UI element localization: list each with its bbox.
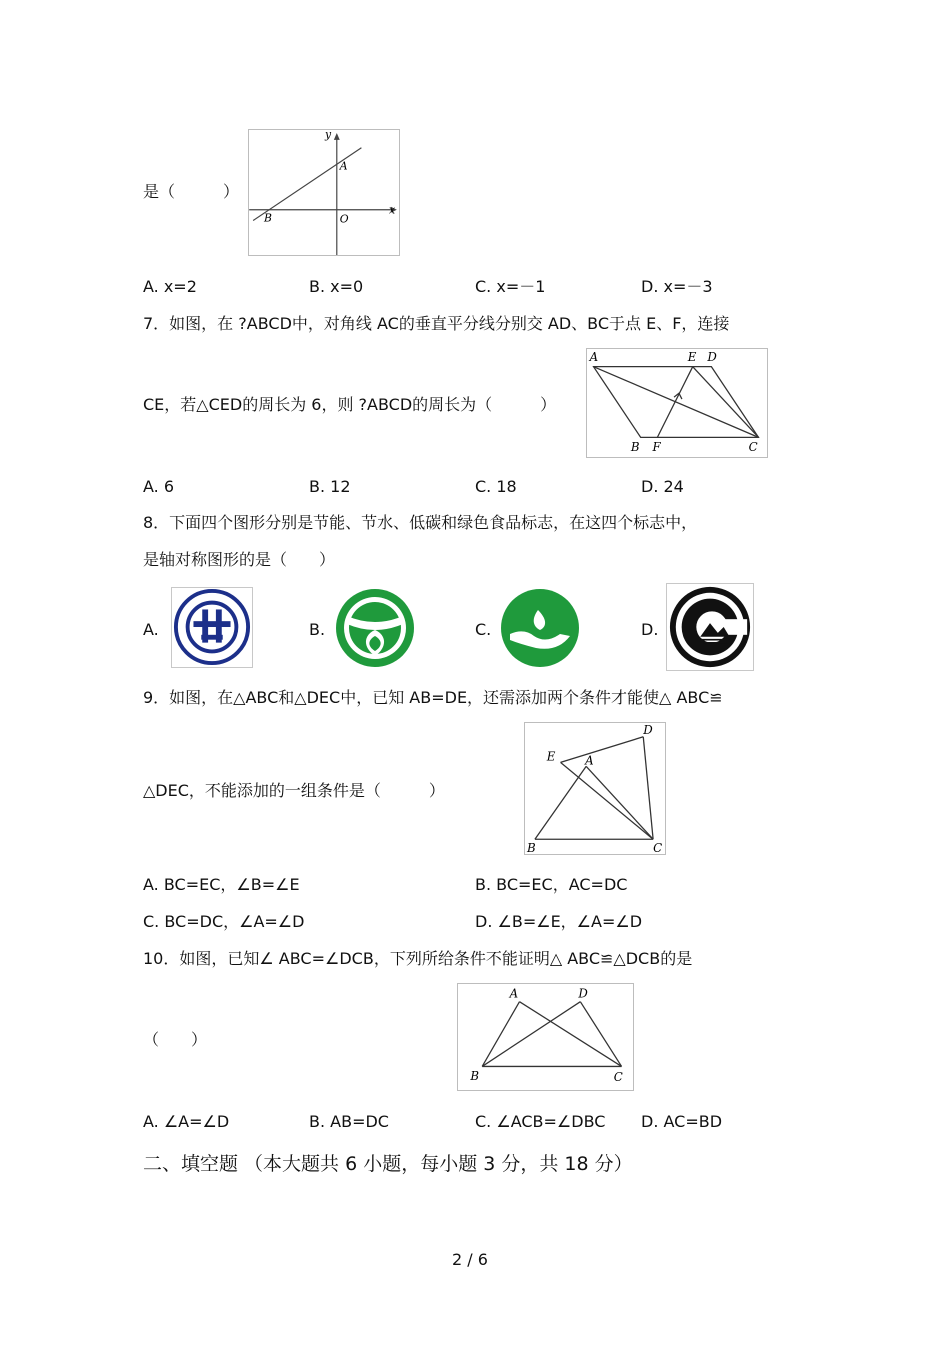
q6-a-label: A <box>339 159 348 173</box>
q9-c-label: C <box>653 841 663 854</box>
q8-option-b: B. <box>309 620 326 639</box>
q6-line-graph <box>248 129 400 256</box>
q9-b-label: B <box>527 841 536 854</box>
q6-option-c: C. x=－1 <box>475 277 546 296</box>
q7-option-d: D. 24 <box>641 477 684 496</box>
q6-option-a: A. x=2 <box>143 277 197 296</box>
q10-c-label: C <box>613 1070 623 1085</box>
q10-option-b: B. AB=DC <box>309 1112 389 1131</box>
q8-line2: 是轴对称图形的是（ ） <box>143 550 336 569</box>
q9-triangles-figure <box>524 722 666 855</box>
q10-option-d: D. AC=BD <box>641 1112 723 1131</box>
q7-line2: CE，若△CED的周长为 6，则 ?ABCD的周长为（ ） <box>143 395 557 414</box>
q9-d-label: D <box>643 723 653 737</box>
q10-line1: 10．如图，已知∠ ABC=∠DCB，下列所给条件不能证明△ ABC≌△DCB的是 <box>143 949 693 968</box>
water-saving-logo <box>335 588 415 668</box>
q6-option-d: D. x=－3 <box>641 277 713 296</box>
q7-option-a: A. 6 <box>143 477 175 496</box>
q9-option-d: D. ∠B=∠E，∠A=∠D <box>475 912 643 931</box>
q7-line1: 7．如图，在 ?ABCD中，对角线 AC的垂直平分线分别交 AD、BC于点 E、F，连接 <box>143 314 730 333</box>
q8-option-a: A. <box>143 620 159 639</box>
q10-option-c: C. ∠ACB=∠DBC <box>475 1112 606 1131</box>
q9-option-b: B. BC=EC，AC=DC <box>475 875 628 894</box>
q6-x-label: x <box>388 203 396 217</box>
q8-option-d: D. <box>641 620 659 639</box>
q6-y-label: y <box>324 130 332 141</box>
q9-option-c: C. BC=DC，∠A=∠D <box>143 912 305 931</box>
page-number: 2 / 6 <box>452 1250 488 1269</box>
q9-option-a: A. BC=EC，∠B=∠E <box>143 875 300 894</box>
green-food-logo <box>666 583 754 671</box>
q10-line2: （ ） <box>143 1030 208 1049</box>
q9-a-label: A <box>585 753 594 768</box>
q6-o-label: O <box>339 212 349 226</box>
q7-a-label: A <box>589 349 599 364</box>
q7-option-c: C. 18 <box>475 477 517 496</box>
q6-b-label: B <box>263 211 272 225</box>
q6-option-b: B. x=0 <box>309 277 364 296</box>
q7-c-label: C <box>748 440 758 455</box>
q10-option-a: A. ∠A=∠D <box>143 1112 230 1131</box>
q7-e-label: E <box>687 349 697 364</box>
q8-option-c: C. <box>475 620 492 639</box>
q9-line2: △DEC，不能添加的一组条件是（ ） <box>143 781 445 800</box>
q7-f-label: F <box>652 440 661 455</box>
section-2-title: 二、填空题 （本大题共 6 小题，每小题 3 分，共 18 分） <box>143 1153 633 1175</box>
q7-parallelogram-figure <box>586 348 768 458</box>
q8-line1: 8．下面四个图形分别是节能、节水、低碳和绿色食品标志，在这四个标志中， <box>143 513 698 532</box>
q9-line1: 9．如图，在△ABC和△DEC中，已知 AB=DE，还需添加两个条件才能使△ ABC≌ <box>143 688 723 707</box>
q7-b-label: B <box>630 440 640 455</box>
q6-stem-tail: 是（ ） <box>143 182 240 201</box>
q10-a-label: A <box>509 986 519 1001</box>
q9-e-label: E <box>546 749 556 764</box>
q10-b-label: B <box>470 1069 480 1084</box>
q7-option-b: B. 12 <box>309 477 351 496</box>
q7-d-label: D <box>707 349 717 364</box>
low-carbon-logo <box>500 588 580 668</box>
q10-triangles-figure <box>457 983 634 1091</box>
energy-saving-logo <box>171 587 253 668</box>
q10-d-label: D <box>578 986 588 1001</box>
